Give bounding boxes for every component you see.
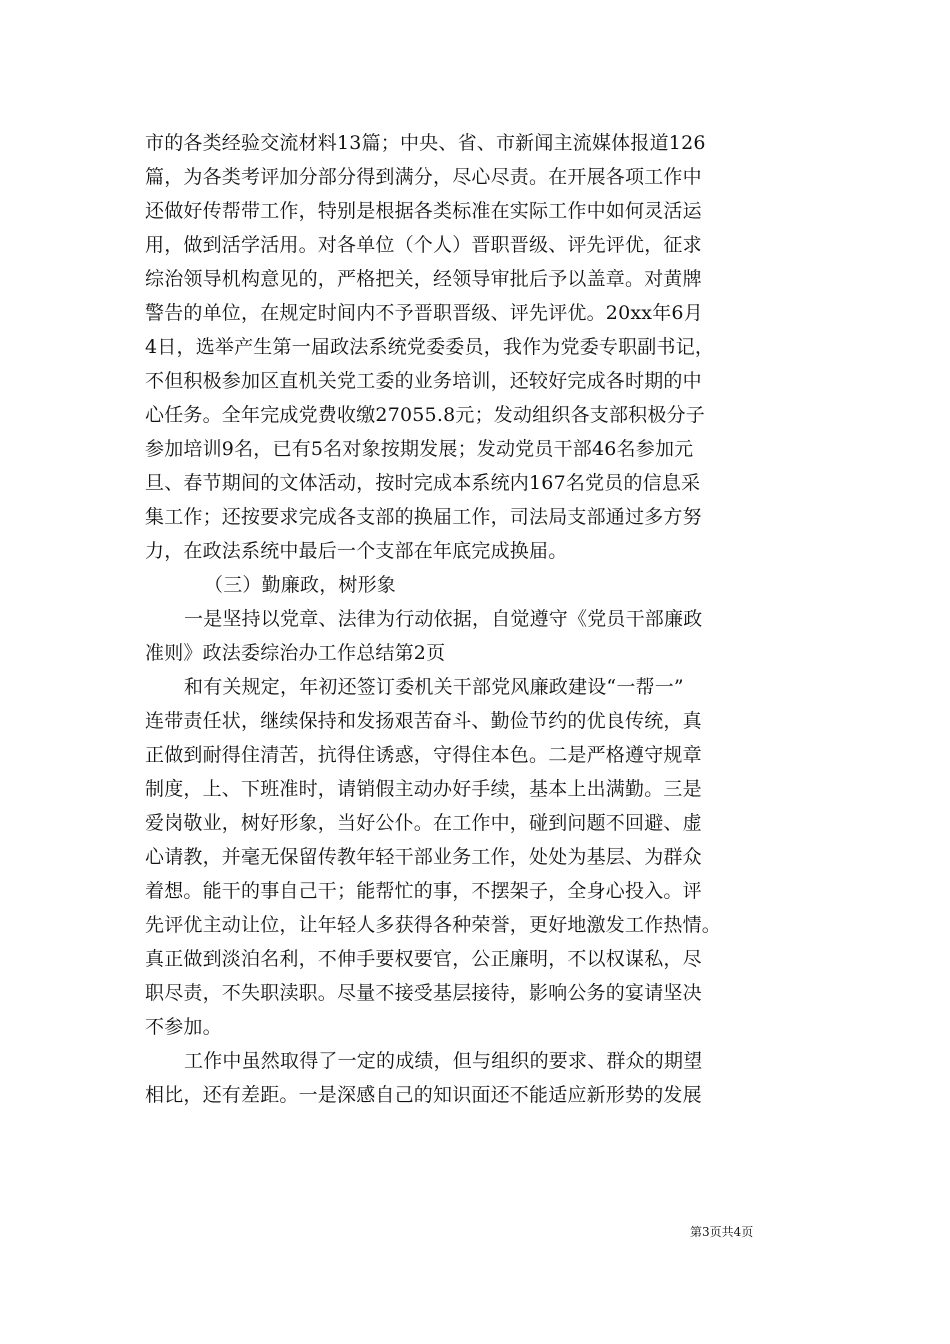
text-line: 不参加。 [145, 1016, 222, 1038]
text-line: 综治领导机构意见的，严格把关，经领导审批后予以盖章。对黄牌 [145, 268, 702, 290]
text-line: 市的各类经验交流材料13篇；中央、省、市新闻主流媒体报道126 [145, 132, 706, 154]
text-line: 还做好传帮带工作，特别是根据各类标准在实际工作中如何灵活运 [145, 200, 702, 222]
section-heading: （三）勤廉政，树形象 [204, 574, 397, 596]
text-line: 和有关规定，年初还签订委机关干部党风廉政建设“一帮一” [184, 676, 684, 698]
text-line: 先评优主动让位，让年轻人多获得各种荣誉，更好地激发工作热情。 [145, 914, 722, 936]
text-line: 力，在政法系统中最后一个支部在年底完成换届。 [145, 540, 568, 562]
text-line: 不但积极参加区直机关党工委的业务培训，还较好完成各时期的中 [145, 370, 702, 392]
text-line: 正做到耐得住清苦，抗得住诱惑，守得住本色。二是严格遵守规章 [145, 744, 702, 766]
text-line: 篇，为各类考评加分部分得到满分，尽心尽责。在开展各项工作中 [145, 166, 702, 188]
text-line: 集工作；还按要求完成各支部的换届工作，司法局支部通过多方努 [145, 506, 702, 528]
text-line: 用，做到活学活用。对各单位（个人）晋职晋级、评先评优，征求 [145, 234, 702, 256]
text-line: 爱岗敬业，树好形象，当好公仆。在工作中，碰到问题不回避、虚 [145, 812, 702, 834]
text-line: 4日，选举产生第一届政法系统党委委员，我作为党委专职副书记， [145, 336, 715, 358]
text-line: 参加培训9名，已有5名对象按期发展；发动党员干部46名参加元 [145, 438, 694, 460]
text-line: 一是坚持以党章、法律为行动依据，自觉遵守《党员干部廉政 [184, 608, 703, 630]
text-line: 警告的单位，在规定时间内不予晋职晋级、评先评优。20xx年6月 [145, 302, 703, 324]
page-number: 第3页共4页 [690, 1225, 754, 1239]
text-line: 相比，还有差距。一是深感自己的知识面还不能适应新形势的发展 [145, 1084, 702, 1106]
text-line: 旦、春节期间的文体活动，按时完成本系统内167名党员的信息采 [145, 472, 701, 494]
text-line: 制度，上、下班准时，请销假主动办好手续，基本上出满勤。三是 [145, 778, 702, 800]
text-line: 心任务。全年完成党费收缴27055.8元；发动组织各支部积极分子 [145, 404, 705, 426]
text-line: 真正做到淡泊名利，不伸手要权要官，公正廉明，不以权谋私，尽 [145, 948, 702, 970]
text-line: 心请教，并毫无保留传教年轻干部业务工作，处处为基层、为群众 [145, 846, 702, 868]
text-line: 工作中虽然取得了一定的成绩，但与组织的要求、群众的期望 [184, 1050, 703, 1072]
text-line: 连带责任状，继续保持和发扬艰苦奋斗、勤俭节约的优良传统，真 [145, 710, 702, 732]
text-line: 职尽责，不失职渎职。尽量不接受基层接待，影响公务的宴请坚决 [145, 982, 702, 1004]
text-line: 着想。能干的事自己干；能帮忙的事，不摆架子，全身心投入。评 [145, 880, 702, 902]
text-line: 准则》政法委综治办工作总结第2页 [145, 642, 446, 664]
